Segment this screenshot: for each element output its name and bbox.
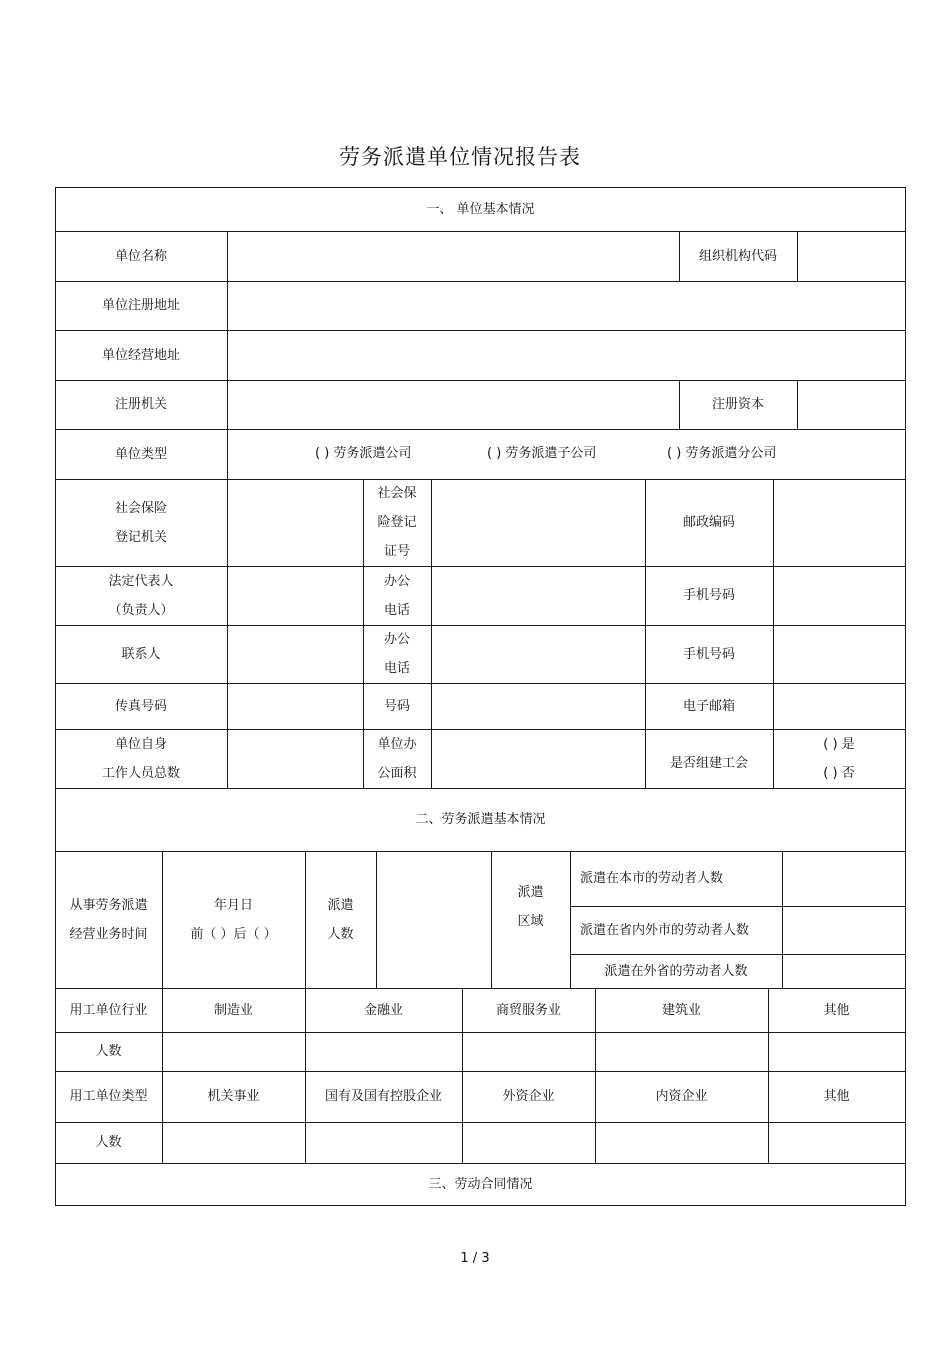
section-title: 一、 单位基本情况 bbox=[426, 201, 535, 217]
type-domestic bbox=[595, 1071, 768, 1122]
label-text: 外资企业 bbox=[502, 1089, 555, 1104]
region-local-label bbox=[570, 851, 782, 906]
contact-mobile-field[interactable] bbox=[773, 625, 905, 683]
region-outside-label bbox=[570, 954, 782, 988]
reg-authority-field[interactable] bbox=[227, 380, 679, 429]
label-text: 单位经营地址 bbox=[101, 347, 180, 363]
label-line: 人数 bbox=[327, 926, 354, 942]
industry-people-field[interactable] bbox=[768, 1032, 905, 1071]
industry-trade bbox=[462, 988, 595, 1032]
dispatch-count-field[interactable] bbox=[376, 851, 491, 988]
type-people-field[interactable] bbox=[768, 1122, 905, 1163]
label-line: 电话 bbox=[383, 602, 410, 618]
label-text: 人数 bbox=[95, 1044, 122, 1059]
biz-address-label bbox=[55, 330, 227, 380]
reg-address-field[interactable] bbox=[227, 281, 905, 330]
label-text: 国有及国有控股企业 bbox=[324, 1089, 442, 1104]
label-text: 用工单位行业 bbox=[69, 1002, 148, 1018]
mobile-field[interactable] bbox=[773, 566, 905, 625]
org-code-label bbox=[679, 231, 797, 281]
contact-field[interactable] bbox=[227, 625, 363, 683]
label-text: 派遣在外省的劳动者人数 bbox=[604, 963, 748, 979]
contact-mobile-label bbox=[645, 625, 773, 683]
label-line: 区域 bbox=[517, 914, 544, 929]
office-area-label bbox=[363, 729, 431, 788]
label-text: 机关事业 bbox=[207, 1089, 260, 1104]
type-people-field[interactable] bbox=[162, 1122, 305, 1163]
label-text: 号码 bbox=[383, 698, 410, 714]
union-label bbox=[645, 729, 773, 788]
form-border-right bbox=[905, 187, 906, 1206]
industry-people-field[interactable] bbox=[305, 1032, 462, 1071]
report-form bbox=[55, 187, 906, 1206]
form-border-bottom bbox=[55, 1205, 906, 1206]
mobile-label bbox=[645, 566, 773, 625]
label-line: 公面积 bbox=[377, 765, 417, 781]
label-line: 经营业务时间 bbox=[69, 926, 148, 942]
region-outside-field[interactable] bbox=[782, 954, 905, 988]
label-line: 电话 bbox=[383, 661, 410, 676]
section-header bbox=[55, 788, 906, 851]
label-text: 制造业 bbox=[213, 1002, 253, 1018]
unit-name-field[interactable] bbox=[227, 231, 679, 281]
number-label bbox=[363, 683, 431, 729]
type-people-field[interactable] bbox=[462, 1122, 595, 1163]
industry-construction bbox=[595, 988, 768, 1032]
legal-rep-label bbox=[55, 566, 227, 625]
label-line: 单位办 bbox=[377, 736, 417, 752]
label-line: 工作人员总数 bbox=[101, 765, 180, 781]
contact-office-phone-label bbox=[363, 625, 431, 683]
union-options bbox=[773, 729, 905, 788]
industry-people-field[interactable] bbox=[462, 1032, 595, 1071]
region-local-field[interactable] bbox=[782, 851, 905, 906]
label-text: 金融业 bbox=[363, 1002, 403, 1018]
label-text: 传真号码 bbox=[114, 698, 167, 714]
industry-label bbox=[55, 988, 162, 1032]
type-foreign bbox=[462, 1071, 595, 1122]
label-text: 建筑业 bbox=[661, 1002, 701, 1018]
region-province-field[interactable] bbox=[782, 906, 905, 954]
label-line: 从事劳务派遣 bbox=[69, 897, 148, 913]
reg-address-label bbox=[55, 281, 227, 330]
label-text: 注册机关 bbox=[114, 397, 167, 412]
si-authority-field[interactable] bbox=[227, 479, 363, 566]
industry-people-field[interactable] bbox=[162, 1032, 305, 1071]
staff-total-label bbox=[55, 729, 227, 788]
date-label: 年月日 bbox=[213, 897, 253, 913]
section-title: 二、劳务派遣基本情况 bbox=[415, 812, 546, 827]
type-government bbox=[162, 1071, 305, 1122]
reg-authority-label bbox=[55, 380, 227, 429]
dispatch-region-label bbox=[491, 851, 570, 963]
contact-label bbox=[55, 625, 227, 683]
unit-type-label bbox=[55, 429, 227, 479]
biz-address-field[interactable] bbox=[227, 330, 905, 380]
employer-type-label bbox=[55, 1071, 162, 1122]
unit-name-label bbox=[55, 231, 227, 281]
type-state-owned bbox=[305, 1071, 462, 1122]
label-text: 内资企业 bbox=[655, 1089, 708, 1104]
postcode-label bbox=[645, 479, 773, 566]
label-line: （负责人） bbox=[108, 602, 174, 618]
biz-time-field[interactable] bbox=[162, 851, 305, 988]
industry-other bbox=[768, 988, 905, 1032]
region-province-label bbox=[570, 906, 782, 954]
industry-manufacturing bbox=[162, 988, 305, 1032]
label-line: 社会保 bbox=[377, 486, 417, 501]
label-text: 电子邮箱 bbox=[682, 698, 735, 714]
section-header bbox=[55, 1163, 906, 1205]
label-text: 手机号码 bbox=[682, 646, 735, 662]
office-phone-field[interactable] bbox=[431, 566, 645, 625]
label-text: 单位注册地址 bbox=[101, 298, 180, 313]
industry-people-label bbox=[55, 1032, 162, 1071]
label-line: 派遣 bbox=[327, 897, 354, 913]
postcode-field[interactable] bbox=[773, 479, 905, 566]
contact-office-phone-field[interactable] bbox=[431, 625, 645, 683]
unit-type-options bbox=[227, 429, 905, 479]
industry-people-field[interactable] bbox=[595, 1032, 768, 1071]
staff-total-field[interactable] bbox=[227, 729, 363, 788]
union-option-no[interactable]: ( ) 否 bbox=[823, 765, 855, 781]
office-area-field[interactable] bbox=[431, 729, 645, 788]
label-text: 手机号码 bbox=[682, 588, 735, 603]
label-line: 办公 bbox=[383, 632, 410, 647]
reg-capital-label bbox=[679, 380, 797, 429]
label-text: 联系人 bbox=[121, 646, 161, 662]
dispatch-count-label bbox=[305, 851, 376, 988]
office-phone-label bbox=[363, 566, 431, 625]
label-text: 派遣在省内外市的劳动者人数 bbox=[580, 922, 750, 938]
type-people-field[interactable] bbox=[305, 1122, 462, 1163]
label-text: 组织机构代码 bbox=[698, 248, 777, 264]
si-cert-label bbox=[363, 479, 431, 566]
label-line: 证号 bbox=[383, 544, 410, 559]
label-line: 险登记 bbox=[377, 515, 417, 530]
label-line: 社会保险 bbox=[114, 500, 167, 516]
label-line: 派遣 bbox=[517, 885, 544, 900]
label-text: 其他 bbox=[823, 1089, 850, 1104]
si-cert-field[interactable] bbox=[431, 479, 645, 566]
reg-capital-field[interactable] bbox=[797, 380, 905, 429]
option-dispatch-subsidiary[interactable]: ( ) 劳务派遣子公司 bbox=[487, 446, 597, 461]
type-people-label bbox=[55, 1122, 162, 1163]
label-text: 派遣在本市的劳动者人数 bbox=[580, 871, 724, 886]
section-title: 三、劳动合同情况 bbox=[428, 1176, 533, 1192]
union-option-yes[interactable]: ( ) 是 bbox=[823, 736, 855, 752]
si-authority-label bbox=[55, 479, 227, 566]
org-code-field[interactable] bbox=[797, 231, 905, 281]
before-after-label: 前（ ）后（ ） bbox=[190, 926, 277, 942]
label-text: 邮政编码 bbox=[682, 515, 735, 530]
label-text: 是否组建工会 bbox=[669, 756, 748, 771]
legal-rep-field[interactable] bbox=[227, 566, 363, 625]
page-number: 1 / 3 bbox=[460, 1251, 490, 1266]
option-dispatch-company[interactable]: ( ) 劳务派遣公司 bbox=[315, 446, 412, 461]
label-text: 单位名称 bbox=[114, 248, 167, 264]
label-line: 办公 bbox=[383, 573, 410, 589]
label-text: 单位类型 bbox=[114, 446, 167, 462]
page-title: 劳务派遣单位情况报告表 bbox=[339, 145, 581, 169]
label-text: 人数 bbox=[95, 1135, 122, 1150]
type-other bbox=[768, 1071, 905, 1122]
label-text: 注册资本 bbox=[711, 397, 764, 412]
fax-label bbox=[55, 683, 227, 729]
email-field[interactable] bbox=[773, 683, 905, 729]
label-text: 用工单位类型 bbox=[69, 1089, 148, 1104]
email-label bbox=[645, 683, 773, 729]
section-header bbox=[55, 187, 906, 231]
label-line: 登记机关 bbox=[114, 529, 167, 545]
biz-time-label bbox=[55, 851, 162, 988]
label-line: 法定代表人 bbox=[108, 573, 174, 589]
number-field[interactable] bbox=[431, 683, 645, 729]
label-text: 商贸服务业 bbox=[495, 1002, 561, 1018]
fax-field[interactable] bbox=[227, 683, 363, 729]
industry-finance bbox=[305, 988, 462, 1032]
type-people-field[interactable] bbox=[595, 1122, 768, 1163]
label-text: 其他 bbox=[823, 1002, 850, 1018]
option-dispatch-branch[interactable]: ( ) 劳务派遣分公司 bbox=[667, 446, 777, 461]
label-line: 单位自身 bbox=[114, 736, 167, 752]
